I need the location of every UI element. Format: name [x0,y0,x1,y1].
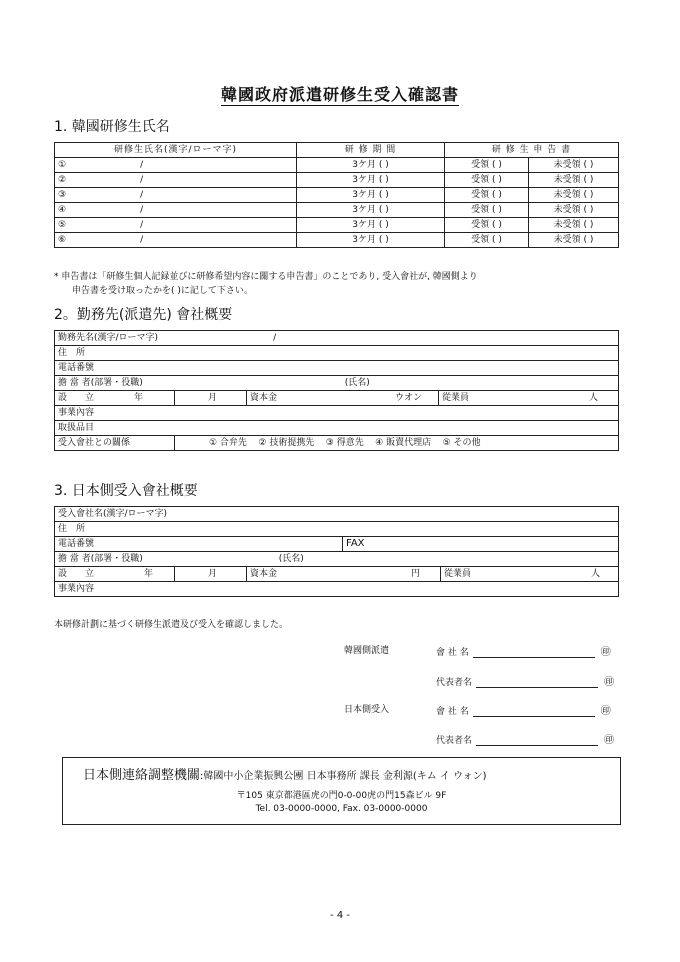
period-cell[interactable]: 3ケ月 ( ) [297,233,445,248]
business-row [55,406,619,421]
established-row [55,391,619,406]
period-cell[interactable]: 3ケ月 ( ) [297,188,445,203]
contact-box [62,757,621,825]
trainee-name-cell[interactable]: ④ / [55,203,297,218]
business-field[interactable]: 事業內容 [55,406,619,421]
contact-org-detail: :韓國中小企業振興公團 日本事務所 課長 金利源(キム イ ウォン) [200,771,487,782]
fax-field[interactable]: FAX [343,537,619,552]
phone-row [55,537,619,552]
unreceived-cell[interactable]: 未受領 ( ) [529,173,619,188]
contact-address: 〒105 東京都港區虎の門0-0-00虎の門15森ビル 9F [236,791,447,801]
relation-options [175,436,619,451]
received-cell[interactable]: 受領 ( ) [445,233,529,248]
employees-field[interactable]: 從業員 人 [439,391,619,406]
section1-heading: 1. 韓國研修生氏名 [54,119,170,135]
trainee-name-cell[interactable]: ⑥ / [55,233,297,248]
relation-option-agent[interactable]: ④ 販賣代理店 [375,438,432,448]
table-row [55,233,619,248]
unreceived-cell[interactable]: 未受領 ( ) [529,218,619,233]
received-cell[interactable]: 受領 ( ) [445,218,529,233]
phone-field[interactable]: 電話番號 [55,537,343,552]
established-field[interactable]: 設 立 年 [55,567,175,582]
month-field[interactable]: 月 [175,567,247,582]
person-row [55,376,619,391]
note-line-1: * 申告書は「研修生個人記録並びに研修希望内容に關する申告書」のことであり, 受入會社が, 韓國側より [54,272,478,282]
month-field[interactable]: 月 [175,391,247,406]
japan-rep-signature: 代表者名 ㊞ [436,731,614,746]
table-row [55,218,619,233]
header-period: 研 修 期 間 [297,143,445,158]
korea-side-label: 韓國側派遣 [344,646,390,656]
trainee-name-cell[interactable]: ② / [55,173,297,188]
capital-field[interactable]: 資本金 ウオン [247,391,439,406]
products-field[interactable]: 取扱品目 [55,421,619,436]
unreceived-cell[interactable]: 未受領 ( ) [529,158,619,173]
period-cell[interactable]: 3ケ月 ( ) [297,158,445,173]
employees-field[interactable]: 從業員 人 [441,567,619,582]
seal-icon: ㊞ [600,706,611,717]
capital-field[interactable]: 資本金 円 [247,567,441,582]
confirmation-text: 本研修計劃に基づく研修生派遣及び受入を確認しました。 [54,620,289,630]
address-row [55,522,619,537]
received-cell[interactable]: 受領 ( ) [445,158,529,173]
established-field[interactable]: 設 立 年 [55,391,175,406]
business-row [55,582,619,597]
products-row [55,421,619,436]
trainee-table-header [55,143,619,158]
phone-field[interactable]: 電話番號 [55,361,619,376]
header-trainee-name: 研修生氏名(漢字/ローマ字) [55,143,297,158]
received-cell[interactable]: 受領 ( ) [445,188,529,203]
trainee-table [54,142,619,248]
phone-row [55,361,619,376]
company-name-row [55,507,619,522]
company-name-field[interactable]: 受入會社名(漢字/ローマ字) [55,507,619,522]
person-field[interactable]: 擔 當 者(部署・役職) (氏名) [55,552,619,567]
seal-icon: ㊞ [604,677,615,688]
table-row [55,188,619,203]
note-line-2: 申告書を受け取ったかを( )に記して下さい。 [72,286,253,296]
trainee-name-cell[interactable]: ⑤ / [55,218,297,233]
business-field[interactable]: 事業內容 [55,582,619,597]
receiving-company-table [54,506,619,597]
person-row [55,552,619,567]
relation-label: 受入會社との關係 [55,436,175,451]
period-cell[interactable]: 3ケ月 ( ) [297,173,445,188]
relation-option-tech[interactable]: ② 技術提携先 [258,438,315,448]
korea-company-input[interactable] [473,646,595,658]
period-cell[interactable]: 3ケ月 ( ) [297,218,445,233]
relation-option-customer[interactable]: ③ 得意先 [325,438,364,448]
person-field[interactable]: 擔 當 者(部署・役職) (氏名) [55,376,619,391]
section2-heading: 2。勤務先(派遣先) 會社概要 [54,307,233,323]
address-field[interactable]: 住 所 [55,522,619,537]
korea-rep-signature: 代表者名 ㊞ [436,673,614,688]
document-title: 韓國政府派遣研修生受入確認書 [220,85,459,104]
company-name-row [55,331,619,346]
contact-org [83,764,487,783]
unreceived-cell[interactable]: 未受領 ( ) [529,188,619,203]
page-number: - 4 - [330,910,350,921]
dispatch-company-table [54,330,619,451]
unreceived-cell[interactable]: 未受領 ( ) [529,203,619,218]
established-row [55,567,619,582]
address-field[interactable]: 住 所 [55,346,619,361]
japan-company-input[interactable] [473,705,595,717]
contact-tel-fax: Tel. 03-0000-0000, Fax. 03-0000-0000 [255,804,428,814]
relation-option-other[interactable]: ⑤ その他 [442,438,481,448]
received-cell[interactable]: 受領 ( ) [445,203,529,218]
trainee-name-cell[interactable]: ① / [55,158,297,173]
report-note [54,270,478,298]
header-report: 研 修 生 申 告 書 [445,143,619,158]
korea-rep-input[interactable] [476,676,598,688]
seal-icon: ㊞ [604,735,615,746]
unreceived-cell[interactable]: 未受領 ( ) [529,233,619,248]
seal-icon: ㊞ [600,647,611,658]
table-row [55,203,619,218]
relation-option-jv[interactable]: ① 合弁先 [209,438,247,448]
japan-side-label: 日本側受入 [344,705,390,715]
relation-row [55,436,619,451]
company-name-field[interactable]: 勤務先名(漢字/ローマ字) / [55,331,619,346]
address-row [55,346,619,361]
japan-company-signature: 會 社 名 ㊞ [436,702,611,717]
trainee-name-cell[interactable]: ③ / [55,188,297,203]
section3-heading: 3. 日本側受入會社概要 [54,483,198,499]
contact-org-label: 日本側連絡調整機關 [83,768,201,783]
japan-rep-input[interactable] [476,734,598,746]
korea-company-signature: 會 社 名 ㊞ [436,643,611,658]
table-row [55,173,619,188]
received-cell[interactable]: 受領 ( ) [445,173,529,188]
table-row [55,158,619,173]
period-cell[interactable]: 3ケ月 ( ) [297,203,445,218]
